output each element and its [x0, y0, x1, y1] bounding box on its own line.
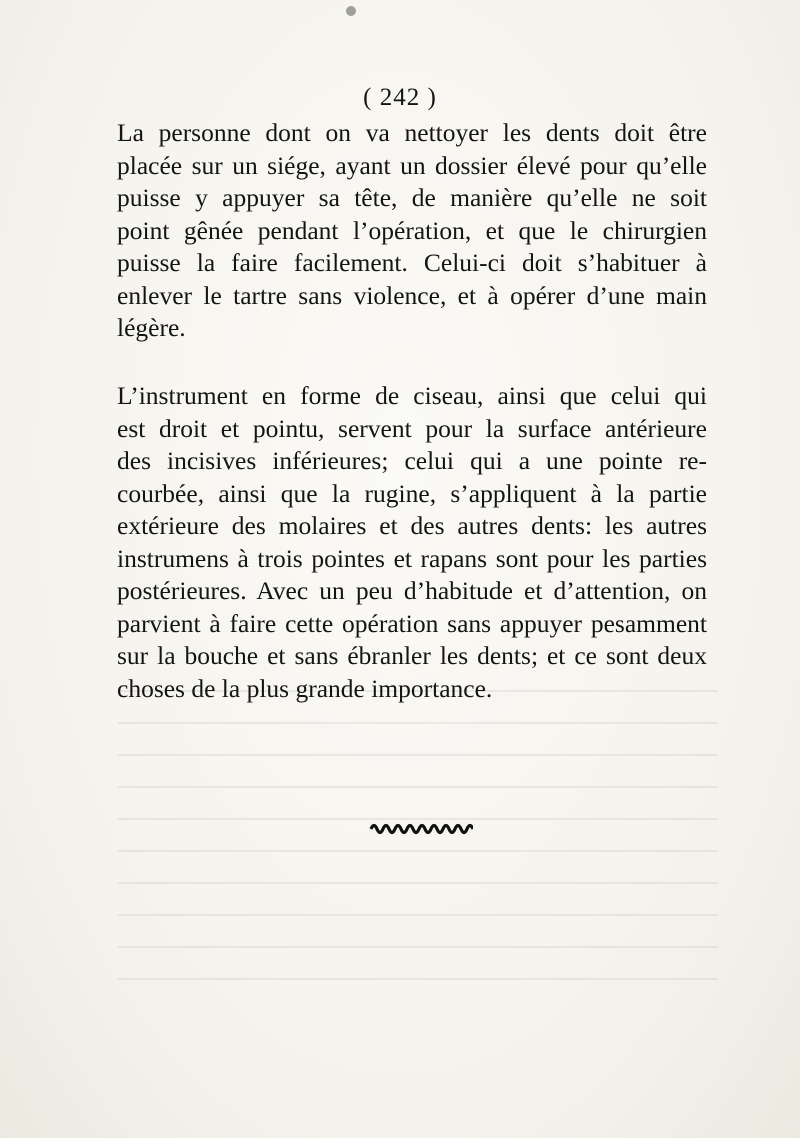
- paragraph-1: [117, 117, 707, 345]
- text-line: puisse la faire facilement. Celui-ci doit s’habituer à: [117, 248, 707, 277]
- text-line: est droit et pointu, servent pour la surface antérieure: [117, 413, 707, 443]
- text-line: L’instrument en forme de ciseau, ainsi que celui qui: [117, 381, 707, 410]
- text-line: postérieures. Avec un peu d’habitude et d’attention, on: [117, 576, 707, 605]
- paragraph-2: [117, 380, 707, 705]
- text-line: choses de la plus grande importance.: [117, 673, 493, 703]
- text-line: sur la bouche et sans ébranler les dents; et ce sont deux: [117, 641, 707, 670]
- text-line: puisse y appuyer sa tête, de manière qu’elle ne soit: [117, 183, 707, 212]
- text-line: parvient à faire cette opération sans appuyer pesamment: [117, 608, 707, 638]
- text-line: point gênée pendant l’opération, et que le chirurgien: [117, 215, 707, 245]
- text-line: courbée, ainsi que la rugine, s’appliquent à la partie: [117, 478, 707, 508]
- text-line: extérieure des molaires et des autres dents: les autres: [117, 511, 707, 540]
- text-line: enlever le tartre sans violence, et à opérer d’une main: [117, 280, 707, 310]
- wavy-rule-ornament: [369, 820, 473, 836]
- text-line: légère.: [117, 313, 186, 342]
- show-through-texture: [118, 690, 718, 990]
- text-line: instrumens à trois pointes et rapans sont pour les parties: [117, 543, 707, 573]
- text-line: La personne dont on va nettoyer les dents doit être: [117, 118, 707, 147]
- ink-speck: [346, 6, 356, 16]
- text-line: des incisives inférieures; celui qui a une pointe re-: [117, 446, 707, 475]
- page-number: ( 242 ): [363, 84, 437, 111]
- text-line: placée sur un siége, ayant un dossier élevé pour qu’elle: [117, 150, 707, 180]
